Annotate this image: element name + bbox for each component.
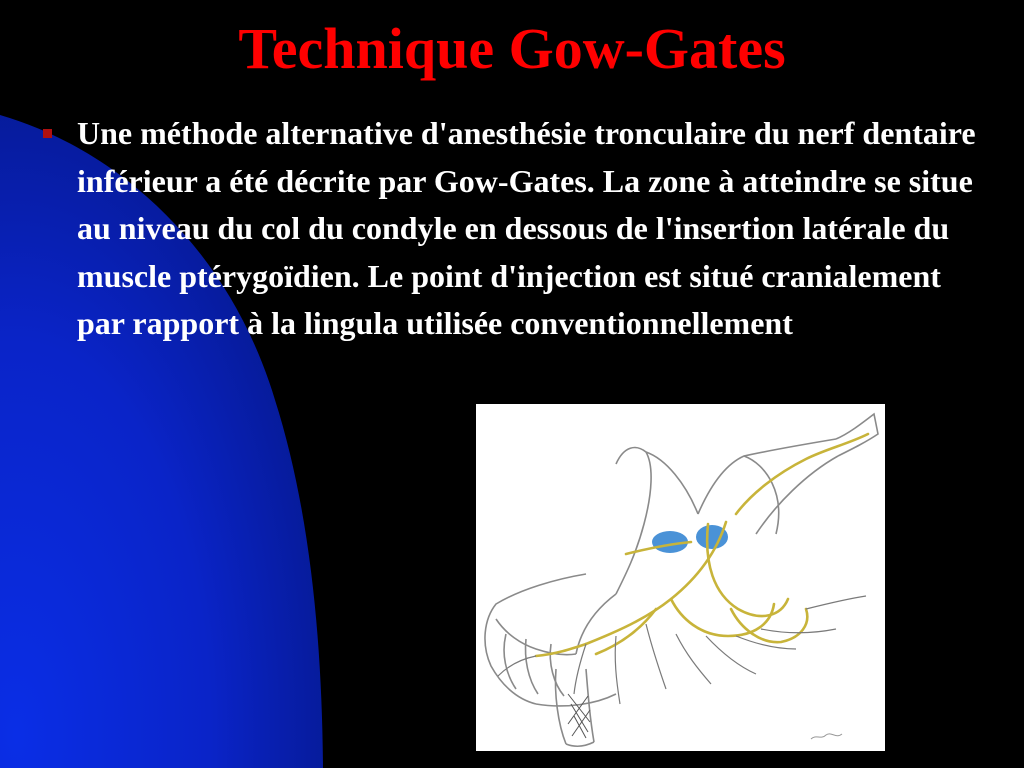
tooth-root (568, 694, 590, 738)
bone-outline (485, 414, 878, 746)
artist-signature (811, 734, 842, 739)
bullet-item (38, 110, 988, 348)
nerve-fine-branches (498, 596, 866, 704)
mandible-drawing (476, 404, 885, 751)
square-bullet-icon (43, 129, 52, 138)
slide-title: Technique Gow-Gates (238, 16, 786, 81)
mandible-nerve-illustration (476, 404, 885, 751)
bullet-text: Une méthode alternative d'anesthésie tronculaire du nerf dentaire inférieur a été décrite par Gow-Gates. La zone à atteindre se situe au niveau du col du condyle en dessous de l'insertion latérale du muscle ptérygoïdien. Le point d'injection est situé cranialement par rapport à la lingula utilisée conventionnellement (77, 115, 976, 341)
